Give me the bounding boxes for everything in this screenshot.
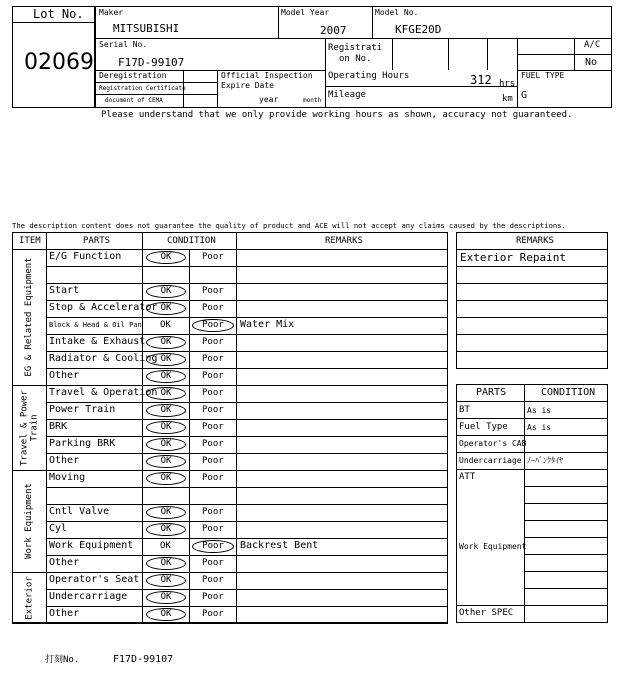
condition-ok-mark: OK <box>146 302 186 315</box>
condition-ok-mark: OK <box>146 455 186 468</box>
condition-ok-mark: OK <box>146 557 186 570</box>
condition-ok-mark: OK <box>146 353 186 366</box>
spec-part-fuel-type: Fuel Type <box>459 422 508 432</box>
serial-no-value: F17D-99107 <box>118 56 185 69</box>
spec-part-undercarriage: Undercarriage <box>459 456 522 465</box>
ac-label: A/C <box>584 40 601 50</box>
fuel-type-value: G <box>521 90 528 101</box>
condition-ok-mark: OK <box>146 523 186 536</box>
condition-part: E/G Function <box>49 251 122 262</box>
condition-ok-mark: OK <box>146 285 186 298</box>
condition-ok-mark: OK <box>146 404 186 417</box>
model-no-label: Model No. <box>375 8 419 17</box>
condition-poor-mark: Poor <box>202 252 224 262</box>
hrs-label: hrs <box>499 79 516 89</box>
condition-part: Moving <box>49 472 86 483</box>
condition-ok-mark: OK <box>146 591 186 604</box>
condition-ok-mark: OK <box>160 541 171 551</box>
spec-part-att: ATT <box>459 472 476 482</box>
operating-hours-label: Operating Hours <box>328 71 410 81</box>
condition-part: Cntl Valve <box>49 506 110 517</box>
condition-poor-mark: Poor <box>202 422 224 432</box>
ac-value: No <box>585 57 598 68</box>
spec-col-condition: CONDITION <box>541 387 596 398</box>
spec-cond-fuel-type: As is <box>527 423 552 432</box>
condition-poor-mark: Poor <box>202 507 224 517</box>
condition-ok-mark: OK <box>146 251 186 264</box>
condition-group-label: Exterior <box>24 575 34 620</box>
deregistration-label: Deregistration <box>99 71 167 80</box>
stamp-no-value: F17D-99107 <box>113 654 174 665</box>
condition-part: Cyl <box>49 523 68 534</box>
serial-no-label: Serial No. <box>99 40 148 49</box>
condition-poor-mark: Poor <box>192 319 234 332</box>
stamp-no-label: 打刻No. <box>45 655 80 665</box>
registration-certificate-label: Registration Certificate <box>99 85 186 92</box>
condition-poor-mark: Poor <box>202 371 224 381</box>
condition-remark: Water Mix <box>240 319 295 330</box>
operating-hours-value: 312 <box>470 73 492 87</box>
expire-date-label: Expire Date <box>221 81 274 90</box>
condition-part: Operator's Seat <box>49 574 140 585</box>
condition-remark: Backrest Bent <box>240 540 319 551</box>
lot-no-label: Lot No. <box>33 7 84 21</box>
condition-poor-mark: Poor <box>202 286 224 296</box>
condition-poor-mark: Poor <box>202 592 224 602</box>
condition-part: Parking BRK <box>49 438 116 449</box>
month-label: month <box>303 97 322 104</box>
model-year-value: 2007 <box>320 24 347 37</box>
spec-part-other-spec: Other SPEC <box>459 608 514 618</box>
col-condition-header: CONDITION <box>167 236 216 246</box>
condition-poor-mark: Poor <box>202 473 224 483</box>
spec-cond-undercarriage: ﾉｰﾊﾞﾝｸﾀｲﾔ <box>527 456 563 465</box>
condition-ok-mark: OK <box>146 336 186 349</box>
condition-poor-mark: Poor <box>202 388 224 398</box>
condition-ok-mark: OK <box>146 438 186 451</box>
col-remarks-header: REMARKS <box>325 236 363 246</box>
spec-col-parts: PARTS <box>476 387 507 398</box>
condition-ok-mark: OK <box>146 472 186 485</box>
condition-group-label: EG & Related Equipment <box>24 257 34 377</box>
condition-poor-mark: Poor <box>202 575 224 585</box>
condition-group-label: Travel & Power Train <box>19 389 39 466</box>
maker-label: Maker <box>99 8 124 17</box>
model-year-label: Model Year <box>281 8 330 17</box>
condition-part: Radiator & Cooling <box>49 353 158 364</box>
condition-ok-mark: OK <box>146 370 186 383</box>
condition-poor-mark: Poor <box>202 303 224 313</box>
condition-ok-mark: OK <box>146 574 186 587</box>
spec-cond-bt: As is <box>527 406 552 415</box>
fuel-type-label: FUEL TYPE <box>521 71 565 80</box>
registration-no-label: Registrati <box>328 43 383 53</box>
condition-poor-mark: Poor <box>202 524 224 534</box>
condition-part: Start <box>49 285 80 296</box>
spec-part-bt: BT <box>459 405 470 415</box>
registration-no-label-2: on No. <box>339 54 372 64</box>
condition-ok-mark: OK <box>160 320 171 330</box>
accuracy-notice: Please understand that we only provide working hours as shown, accuracy not guaranteed. <box>101 110 573 120</box>
condition-part: Other <box>49 608 80 619</box>
km-label: km <box>502 94 513 104</box>
condition-part: Other <box>49 455 80 466</box>
condition-part: Power Train <box>49 404 116 415</box>
model-no-value: KFGE20D <box>395 23 442 36</box>
condition-ok-mark: OK <box>146 506 186 519</box>
condition-poor-mark: Poor <box>202 405 224 415</box>
condition-poor-mark: Poor <box>202 354 224 364</box>
document-of-cema-label: document of CEMA <box>105 97 163 104</box>
condition-part: Stop & Accelerator <box>49 302 158 313</box>
condition-part: BRK <box>49 421 68 432</box>
mileage-label: Mileage <box>328 90 366 100</box>
condition-part: Undercarriage <box>49 591 128 602</box>
condition-ok-mark: OK <box>146 421 186 434</box>
condition-part: Work Equipment <box>49 540 134 551</box>
condition-part: Travel & Operation <box>49 387 158 398</box>
remarks-first: Exterior Repaint <box>460 251 566 264</box>
year-label: year <box>259 95 279 104</box>
remarks-header: REMARKS <box>516 236 554 246</box>
condition-poor-mark: Poor <box>202 456 224 466</box>
condition-ok-mark: OK <box>146 387 186 400</box>
spec-part-work-equipment: Work Equipment <box>459 542 527 551</box>
disclaimer: The description content does not guarantee the quality of product and ACE will not accept any claims caused by the descriptions. <box>12 221 566 230</box>
spec-part-operators-cab: Operator's CAB <box>459 439 527 448</box>
maker-value: MITSUBISHI <box>113 22 180 35</box>
lot-no-value: 02069 <box>24 50 94 75</box>
condition-poor-mark: Poor <box>202 558 224 568</box>
condition-ok-mark: OK <box>146 608 186 621</box>
condition-part: Intake & Exhaust <box>49 336 146 347</box>
condition-poor-mark: Poor <box>192 540 234 553</box>
col-item-header: ITEM <box>19 236 41 246</box>
condition-poor-mark: Poor <box>202 337 224 347</box>
condition-poor-mark: Poor <box>202 439 224 449</box>
condition-part: Other <box>49 557 80 568</box>
condition-part: Block & Head & Oil Pan <box>49 321 142 329</box>
condition-group-label: Work Equipment <box>24 483 34 559</box>
col-parts-header: PARTS <box>83 236 111 246</box>
condition-part: Other <box>49 370 80 381</box>
official-inspection-label: Official Inspection <box>221 71 313 80</box>
condition-poor-mark: Poor <box>202 609 224 619</box>
